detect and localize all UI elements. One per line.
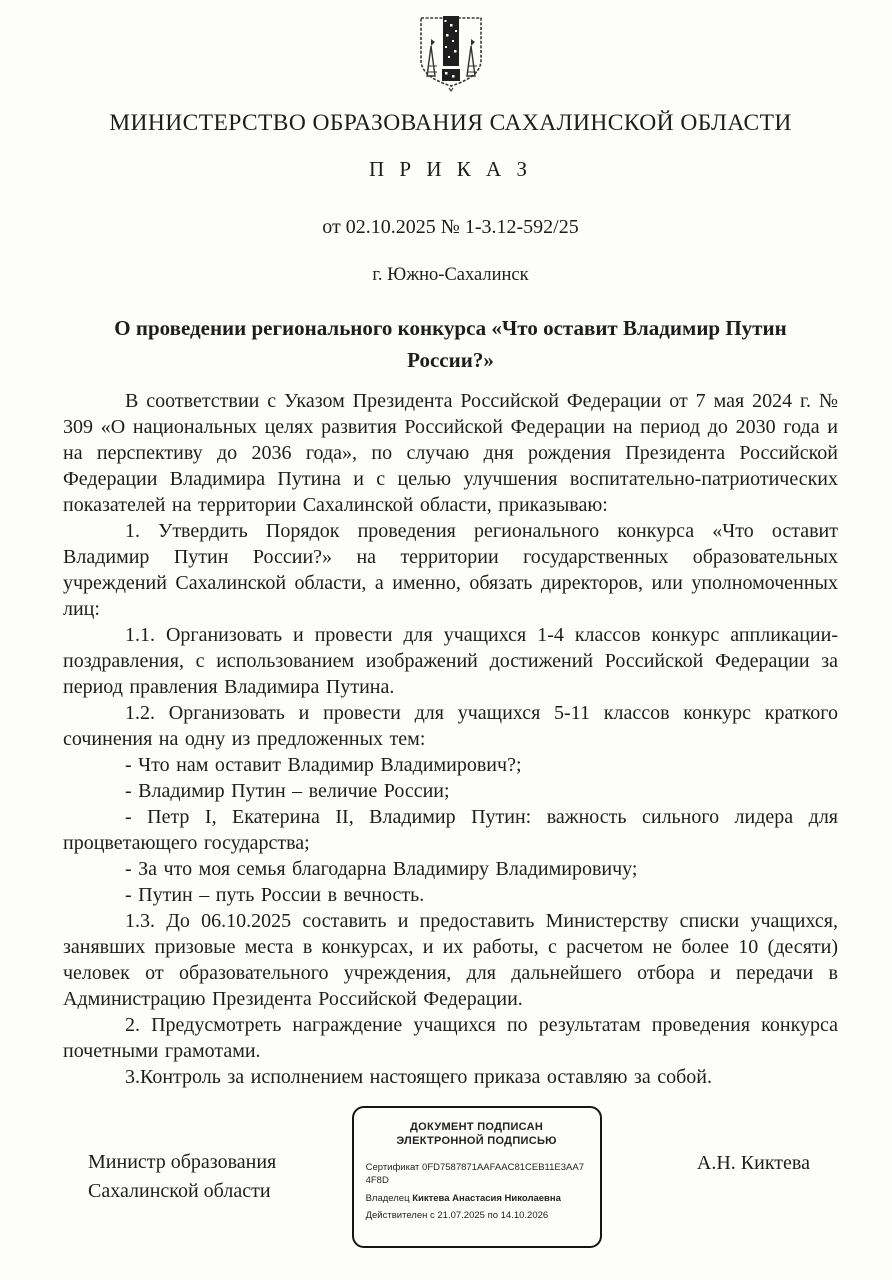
- stamp-certificate-value: 0FD7587871AAFAAC81CEB11E3AA74F8D: [365, 1162, 584, 1186]
- coat-of-arms-icon: [63, 14, 838, 94]
- order-number-date: от 02.10.2025 № 1-3.12-592/25: [322, 216, 579, 238]
- paragraph: - Петр I, Екатерина II, Владимир Путин: важность сильного лидера для процветающего государства;: [63, 806, 838, 854]
- paragraph: 1.1. Организовать и провести для учащихся 1-4 классов конкурс аппликации-поздравления, с использованием изображений достижений Российской Федерации за период правления Владимира Путина.: [63, 624, 838, 698]
- paragraph: 1.3. До 06.10.2025 составить и предоставить Министерству списки учащихся, занявших призовые места в конкурсах, и их работы, с расчетом не более 10 (десяти) человек от образовательного учреждения, для дальнейшего отбора и передачи в Администрацию Президента Российской Федерации.: [63, 910, 838, 1010]
- paragraph: - За что моя семья благодарна Владимиру Владимировичу;: [125, 858, 638, 880]
- paragraph: 1.2. Организовать и провести для учащихся 5-11 классов конкурс краткого сочинения на одну из предложенных тем:: [63, 702, 838, 750]
- stamp-title-line1: ДОКУМЕНТ ПОДПИСАН: [410, 1121, 544, 1133]
- ministry-title: МИНИСТЕРСТВО ОБРАЗОВАНИЯ САХАЛИНСКОЙ ОБЛАСТИ: [109, 110, 792, 136]
- stamp-owner-name: Киктева Анастасия Николаевна: [412, 1193, 561, 1204]
- stamp-validity: Действителен с 21.07.2025 по 14.10.2026: [365, 1210, 549, 1221]
- paragraph: 1. Утвердить Порядок проведения регионального конкурса «Что оставит Владимир Путин России?» на территории государственных образовательных учреждений Сахалинской области, а именно, обязать директоров, или уполномоченных лиц:: [63, 520, 838, 620]
- paragraph: 3.Контроль за исполнением настоящего приказа оставляю за собой.: [125, 1066, 712, 1088]
- stamp-certificate: [366, 1161, 588, 1187]
- signature-block: [63, 1106, 838, 1248]
- paragraph: 2. Предусмотреть награждение учащихся по результатам проведения конкурса почетными грамотами.: [63, 1014, 838, 1062]
- paragraph: В соответствии с Указом Президента Российской Федерации от 7 мая 2024 г. № 309 «О национальных целях развития Российской Федерации на период до 2030 года и на перспективу до 2036 года», по случаю дня рождения Президента Российской Федерации Владимира Путина и с целью улучшения воспитательно-патриотических показателей на территории Сахалинской области, приказываю:: [63, 390, 838, 516]
- signer-position: [88, 1148, 276, 1206]
- electronic-signature-stamp: [352, 1106, 602, 1248]
- stamp-owner: [366, 1192, 588, 1205]
- paragraph: - Что нам оставит Владимир Владимирович?;: [125, 754, 522, 776]
- stamp-title-line2: ЭЛЕКТРОННОЙ ПОДПИСЬЮ: [396, 1135, 557, 1147]
- order-city: г. Южно-Сахалинск: [372, 265, 529, 285]
- stamp-certificate-label: Сертификат: [365, 1162, 420, 1173]
- signer-name: А.Н. Киктева: [696, 1151, 810, 1174]
- signer-position-line2: Сахалинской области: [88, 1180, 271, 1202]
- order-subject-heading: О проведении регионального конкурса «Что оставит Владимир Путин России?»: [114, 316, 787, 372]
- signer-position-line1: Министр образования: [88, 1151, 277, 1173]
- stamp-title: [366, 1120, 588, 1148]
- order-type-label: П Р И К А З: [369, 157, 532, 181]
- paragraph: - Путин – путь России в вечность.: [125, 884, 425, 906]
- paragraph: - Владимир Путин – величие России;: [125, 780, 450, 802]
- order-body: [63, 388, 838, 1090]
- stamp-owner-label: Владелец: [365, 1193, 410, 1204]
